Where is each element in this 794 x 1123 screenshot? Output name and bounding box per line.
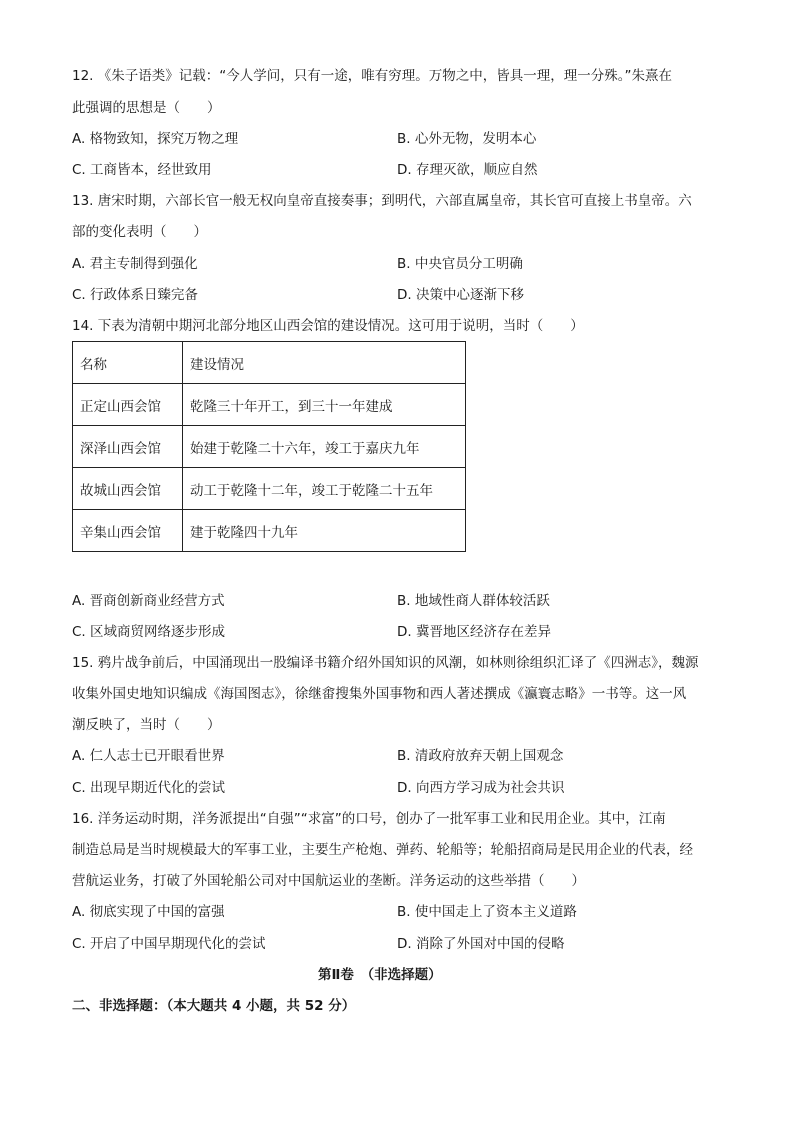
- q15-option-a: A. 仁人志士已开眼看世界: [72, 748, 225, 764]
- q14-option-b: B. 地域性商人群体较活跃: [397, 593, 550, 609]
- q13-option-d: D. 决策中心逐渐下移: [397, 287, 524, 303]
- table-row: [73, 468, 466, 510]
- table-row: [73, 510, 466, 552]
- table-cell: 动工于乾隆十二年，竣工于乾隆二十五年: [183, 468, 466, 510]
- table-cell: 建于乾隆四十九年: [183, 510, 466, 552]
- q12-option-b: B. 心外无物，发明本心: [397, 131, 537, 147]
- q14-option-a: A. 晋商创新商业经营方式: [72, 593, 225, 609]
- q13-stem-line1: 13. 唐宋时期，六部长官一般无权向皇帝直接奏事；到明代，六部直属皇帝，其长官可直接上书皇帝。六: [72, 193, 692, 209]
- q16-stem-line3: 营航运业务，打破了外国轮船公司对中国航运业的垄断。洋务运动的这些举措（ ）: [72, 873, 585, 889]
- table-header-row: [73, 342, 466, 384]
- q12-stem-line1: 12. 《朱子语类》记载：“今人学问，只有一途，唯有穷理。万物之中，皆具一理，理一分殊。”朱熹在: [72, 68, 672, 84]
- table-header-cell: 建设情况: [183, 342, 466, 384]
- q14-option-c: C. 区域商贸网络逐步形成: [72, 624, 226, 640]
- q15-stem-line1: 15. 鸦片战争前后，中国涌现出一股编译书籍介绍外国知识的风潮，如林则徐组织汇译了《四洲志》，魏源: [72, 655, 699, 671]
- q16-stem-line1: 16. 洋务运动时期，洋务派提出“自强”“求富”的口号，创办了一批军事工业和民用企业。其中，江南: [72, 811, 666, 827]
- part2-title: 第Ⅱ卷 （非选择题）: [318, 967, 442, 983]
- q15-option-d: D. 向西方学习成为社会共识: [397, 780, 565, 796]
- table-header-cell: 名称: [73, 342, 183, 384]
- q16-option-a: A. 彻底实现了中国的富强: [72, 904, 225, 920]
- q14-stem-line1: 14. 下表为清朝中期河北部分地区山西会馆的建设情况。这可用于说明，当时（ ）: [72, 318, 584, 334]
- q12-option-d: D. 存理灭欲，顺应自然: [397, 162, 538, 178]
- table-cell: 乾隆三十年开工，到三十一年建成: [183, 384, 466, 426]
- q15-option-b: B. 清政府放弃天朝上国观念: [397, 748, 564, 764]
- q12-option-c: C. 工商皆本，经世致用: [72, 162, 212, 178]
- q14-option-d: D. 冀晋地区经济存在差异: [397, 624, 551, 640]
- q16-option-c: C. 开启了中国早期现代化的尝试: [72, 936, 266, 952]
- table-cell: 正定山西会馆: [73, 384, 183, 426]
- q12-stem-line2: 此强调的思想是（ ）: [72, 100, 221, 116]
- q15-stem-line2: 收集外国史地知识编成《海国图志》，徐继畬搜集外国事物和西人著述撰成《瀛寰志略》一书等。这一风: [72, 686, 687, 702]
- table-cell: 深泽山西会馆: [73, 426, 183, 468]
- table-cell: 辛集山西会馆: [73, 510, 183, 552]
- part2-heading: 二、非选择题：（本大题共 4 小题，共 52 分）: [72, 998, 356, 1014]
- table-cell: 故城山西会馆: [73, 468, 183, 510]
- table-row: [73, 426, 466, 468]
- q13-option-c: C. 行政体系日臻完备: [72, 287, 199, 303]
- q13-option-a: A. 君主专制得到强化: [72, 256, 198, 272]
- q15-stem-line3: 潮反映了，当时（ ）: [72, 717, 221, 733]
- table-row: [73, 384, 466, 426]
- q12-option-a: A. 格物致知，探究万物之理: [72, 131, 239, 147]
- q14-table: [72, 341, 466, 552]
- q16-option-b: B. 使中国走上了资本主义道路: [397, 904, 577, 920]
- q16-stem-line2: 制造总局是当时规模最大的军事工业，主要生产枪炮、弹药、轮船等；轮船招商局是民用企业的代表，经: [72, 842, 693, 858]
- q13-stem-line2: 部的变化表明（ ）: [72, 224, 207, 240]
- q15-option-c: C. 出现早期近代化的尝试: [72, 780, 226, 796]
- q13-option-b: B. 中央官员分工明确: [397, 256, 523, 272]
- q16-option-d: D. 消除了外国对中国的侵略: [397, 936, 565, 952]
- table-cell: 始建于乾隆二十六年，竣工于嘉庆九年: [183, 426, 466, 468]
